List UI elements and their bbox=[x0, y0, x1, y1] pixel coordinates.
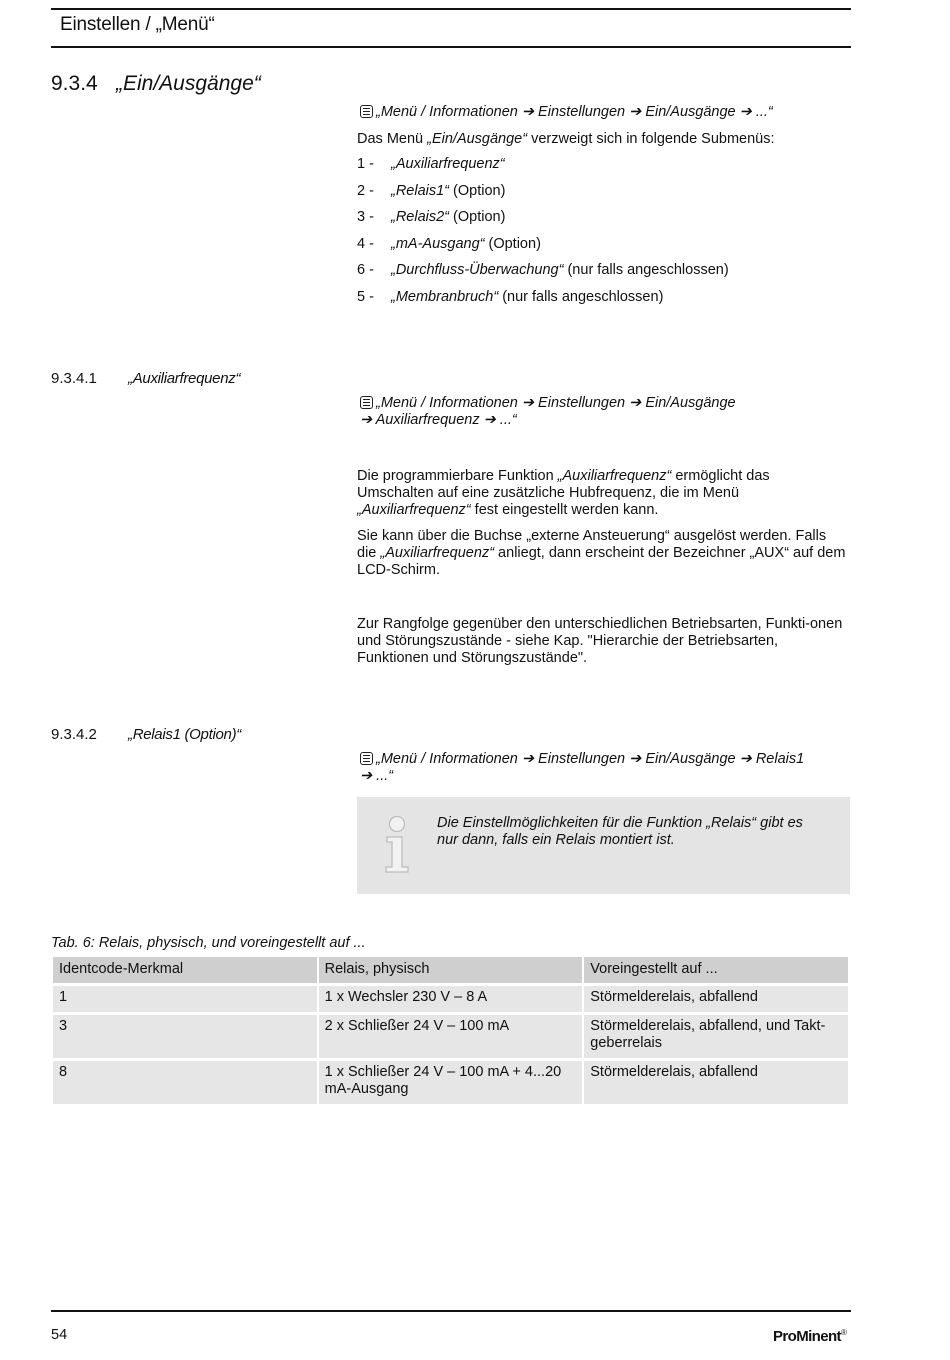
intro-text: Das Menü bbox=[357, 131, 428, 147]
paragraph: Zur Rangfolge gegenüber den unterschiedlichen Betriebsarten, Funkti-onen und Störungszustände - siehe Kap. "Hierarchie der Betriebsarten, Funktionen und Störungszustände". bbox=[357, 616, 843, 666]
table-row bbox=[53, 1061, 848, 1104]
info-note bbox=[357, 797, 850, 894]
paragraph: Sie kann über die Buchse „externe Ansteuerung“ ausgelöst werden. Falls die „Auxiliarfrequenz“ anliegt, dann erscheint der Bezeichner „AUX“ auf dem LCD-Schirm. bbox=[357, 528, 846, 578]
table-row bbox=[53, 1015, 848, 1058]
list-item: 6 - „Durchfluss-Überwachung“ (nur falls angeschlossen) bbox=[357, 262, 729, 278]
info-text: Die Einstellmöglichkeiten für die Funktion „Relais“ gibt es nur dann, falls ein Relais montiert ist. bbox=[437, 815, 803, 848]
menu-path-text: „Menü / Informationen ➔ Einstellungen ➔ Ein/Ausgänge ➔ ...“ bbox=[376, 104, 773, 120]
table-cell: 1 bbox=[53, 986, 317, 1012]
section-title: „Ein/Ausgänge“ bbox=[116, 72, 261, 95]
logo-mark: ® bbox=[840, 1328, 847, 1337]
table-cell: Störmelderelais, abfallend, und Takt-geberrelais bbox=[584, 1015, 848, 1058]
table-cell: 1 x Wechsler 230 V – 8 A bbox=[319, 986, 583, 1012]
section-number: 9.3.4 bbox=[51, 72, 98, 95]
subsection-number: 9.3.4.2 bbox=[51, 726, 97, 743]
table-caption: Tab. 6: Relais, physisch, und voreingestellt auf ... bbox=[51, 935, 366, 951]
list-item: 1 - „Auxiliarfrequenz“ bbox=[357, 156, 505, 172]
info-icon bbox=[379, 815, 415, 875]
section-intro bbox=[357, 131, 847, 148]
table-cell: 1 x Schließer 24 V – 100 mA + 4...20 mA-Ausgang bbox=[319, 1061, 583, 1104]
column-header: Voreingestellt auf ... bbox=[584, 957, 848, 983]
logo-text: ProMinent bbox=[773, 1328, 841, 1345]
header-top-rule bbox=[51, 8, 851, 10]
paragraph: Die programmierbare Funktion „Auxiliarfrequenz“ ermöglicht das Umschalten auf eine zusätzliche Hubfrequenz, die im Menü „Auxiliarfrequenz“ fest eingestellt werden kann. bbox=[357, 468, 770, 518]
table-cell: Störmelderelais, abfallend bbox=[584, 986, 848, 1012]
header-title: Einstellen / „Menü“ bbox=[60, 14, 215, 35]
menu-path-text: ➔ ...“ bbox=[360, 768, 394, 784]
table-cell: Störmelderelais, abfallend bbox=[584, 1061, 848, 1104]
relais-table bbox=[51, 954, 850, 1107]
intro-menu-name: „Ein/Ausgänge“ bbox=[427, 131, 528, 147]
menu-icon bbox=[360, 396, 373, 409]
menu-path-text: ➔ Auxiliarfrequenz ➔ ...“ bbox=[360, 412, 517, 428]
subsection-title: „Auxiliarfrequenz“ bbox=[128, 370, 241, 387]
menu-path bbox=[360, 751, 804, 785]
footer-rule bbox=[51, 1310, 851, 1312]
page-number: 54 bbox=[51, 1327, 68, 1343]
menu-path-text: „Menü / Informationen ➔ Einstellungen ➔ Ein/Ausgänge bbox=[376, 395, 736, 411]
list-item: 5 - „Membranbruch“ (nur falls angeschlossen) bbox=[357, 288, 664, 305]
menu-path-text: „Menü / Informationen ➔ Einstellungen ➔ Ein/Ausgänge ➔ Relais1 bbox=[376, 751, 805, 767]
menu-path bbox=[360, 104, 773, 121]
table-row bbox=[53, 986, 848, 1012]
menu-icon bbox=[360, 105, 373, 118]
subsection-number: 9.3.4.1 bbox=[51, 370, 97, 387]
header-bottom-rule bbox=[51, 46, 851, 48]
table-header-row bbox=[53, 957, 848, 983]
intro-text-end: verzweigt sich in folgende Submenüs: bbox=[527, 131, 775, 147]
brand-logo bbox=[773, 1328, 846, 1345]
column-header: Relais, physisch bbox=[319, 957, 583, 983]
submenu-list bbox=[357, 151, 729, 310]
list-item: 2 - „Relais1“ (Option) bbox=[357, 182, 506, 199]
menu-path bbox=[360, 395, 736, 429]
subsection-title: „Relais1 (Option)“ bbox=[128, 726, 241, 743]
table-cell: 3 bbox=[53, 1015, 317, 1058]
list-item: 4 - „mA-Ausgang“ (Option) bbox=[357, 235, 541, 252]
table-cell: 2 x Schließer 24 V – 100 mA bbox=[319, 1015, 583, 1058]
column-header: Identcode-Merkmal bbox=[53, 957, 317, 983]
list-item: 3 - „Relais2“ (Option) bbox=[357, 209, 506, 225]
menu-icon bbox=[360, 752, 373, 765]
table-cell: 8 bbox=[53, 1061, 317, 1104]
